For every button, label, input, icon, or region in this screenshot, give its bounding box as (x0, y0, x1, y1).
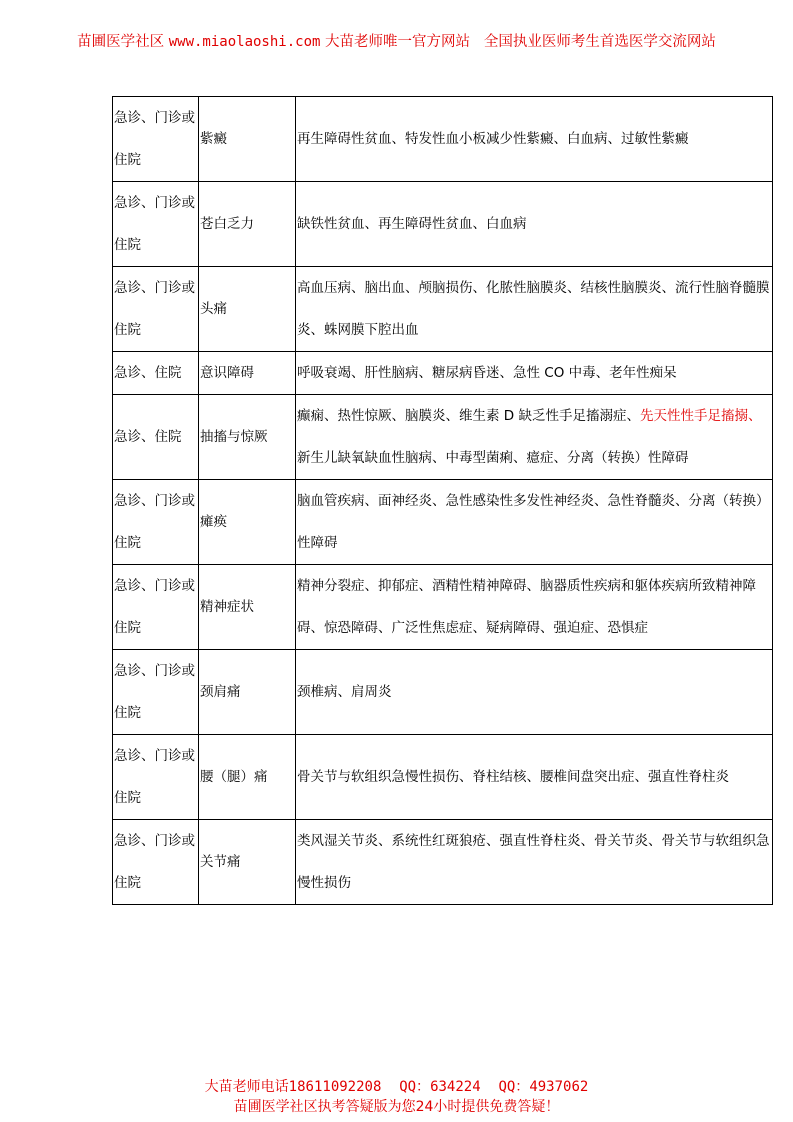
qq2-label: QQ： (498, 1079, 530, 1095)
conditions-text (296, 203, 772, 245)
table-row (113, 352, 773, 395)
symptom-cell (199, 650, 296, 735)
symptom-text: 意识障碍 (200, 365, 254, 381)
table-row (113, 395, 773, 480)
conditions-main: 类风湿关节炎、系统性红斑狼疮、强直性脊柱炎、骨关节炎、骨关节与软组织急慢性损伤 (297, 833, 770, 891)
symptom-text: 头痛 (200, 301, 227, 317)
conditions-main: 颈椎病、肩周炎 (297, 684, 392, 700)
official-site-label: 大苗老师唯一官方网站 (325, 34, 471, 50)
table-row (113, 650, 773, 735)
setting-cell (113, 735, 199, 820)
setting-cell (113, 97, 199, 182)
conditions-cell (296, 480, 773, 565)
symptom-text: 关节痛 (200, 854, 241, 870)
conditions-main: 呼吸衰竭、肝性脑病、糖尿病昏迷、急性 CO 中毒、老年性痴呆 (297, 365, 677, 381)
site-url-link[interactable]: www.miaolaoshi.com (168, 34, 321, 50)
site-slogan: 全国执业医师考生首选医学交流网站 (483, 34, 716, 50)
symptom-text: 瘫痪 (200, 514, 227, 530)
conditions-main: 脑血管疾病、面神经炎、急性感染性多发性神经炎、急性脊髓炎、分离（转换）性障碍 (297, 493, 770, 551)
conditions-text (296, 820, 772, 904)
setting-text: 急诊、门诊或住院 (114, 280, 195, 338)
conditions-cell (296, 650, 773, 735)
setting-text: 急诊、门诊或住院 (114, 578, 195, 636)
setting-cell (113, 480, 199, 565)
table-row (113, 182, 773, 267)
conditions-main: 精神分裂症、抑郁症、酒精性精神障碍、脑器质性疾病和躯体疾病所致精神障碍、惊恐障碍、广泛性焦虑症、疑病障碍、强迫症、恐惧症 (297, 578, 756, 636)
symptom-cell (199, 820, 296, 905)
header-banner (0, 30, 793, 51)
setting-text: 急诊、门诊或住院 (114, 663, 195, 721)
setting-text: 急诊、住院 (114, 429, 182, 445)
footer (0, 1077, 793, 1117)
conditions-text (296, 118, 772, 160)
conditions-text (296, 756, 772, 798)
symptom-text: 紫癜 (200, 131, 227, 147)
symptom-cell (199, 182, 296, 267)
table-row (113, 480, 773, 565)
setting-text: 急诊、门诊或住院 (114, 748, 195, 806)
table-row (113, 820, 773, 905)
qq2-number: 4937062 (529, 1079, 589, 1095)
symptom-text: 精神症状 (200, 599, 254, 615)
footer-contact-line (0, 1077, 793, 1097)
setting-text: 急诊、门诊或住院 (114, 833, 195, 891)
conditions-cell (296, 97, 773, 182)
qq1-number: 634224 (430, 1079, 481, 1095)
conditions-cell (296, 352, 773, 395)
conditions-text (296, 480, 772, 564)
conditions-text (296, 395, 772, 479)
conditions-text (296, 352, 772, 394)
phone-label: 大苗老师电话 (204, 1079, 289, 1095)
conditions-text (296, 671, 772, 713)
table-row (113, 267, 773, 352)
site-name: 苗圃医学社区 (77, 34, 165, 50)
symptom-cell (199, 97, 296, 182)
symptom-cell (199, 480, 296, 565)
table-row (113, 565, 773, 650)
setting-text: 急诊、住院 (114, 365, 182, 381)
table-row (113, 97, 773, 182)
conditions-cell (296, 820, 773, 905)
conditions-text (296, 565, 772, 649)
conditions-cell (296, 735, 773, 820)
setting-cell (113, 352, 199, 395)
conditions-tail: 新生儿缺氧缺血性脑病、中毒型菌痢、癔症、分离（转换）性障碍 (297, 450, 689, 466)
setting-cell (113, 565, 199, 650)
setting-text: 急诊、门诊或住院 (114, 110, 195, 168)
symptom-text: 颈肩痛 (200, 684, 241, 700)
symptom-text: 腰（腿）痛 (200, 769, 268, 785)
setting-cell (113, 395, 199, 480)
symptom-table (112, 96, 773, 905)
setting-text: 急诊、门诊或住院 (114, 195, 195, 253)
symptom-cell (199, 565, 296, 650)
symptom-text: 抽搐与惊厥 (200, 429, 268, 445)
conditions-main: 再生障碍性贫血、特发性血小板减少性紫癜、白血病、过敏性紫癜 (297, 131, 689, 147)
setting-text: 急诊、门诊或住院 (114, 493, 195, 551)
conditions-highlight: 先天性性手足搐搦、 (639, 408, 762, 424)
setting-cell (113, 820, 199, 905)
conditions-main: 缺铁性贫血、再生障碍性贫血、白血病 (297, 216, 527, 232)
conditions-main: 癫痫、热性惊厥、脑膜炎、维生素 D 缺乏性手足搐溺症、 (297, 408, 640, 424)
conditions-main: 骨关节与软组织急慢性损伤、脊柱结核、腰椎间盘突出症、强直性脊柱炎 (297, 769, 729, 785)
footer-notice: 苗圃医学社区执考答疑版为您24小时提供免费答疑！ (233, 1099, 560, 1115)
setting-cell (113, 650, 199, 735)
symptom-cell (199, 395, 296, 480)
setting-cell (113, 267, 199, 352)
symptom-cell (199, 735, 296, 820)
qq1-label: QQ： (399, 1079, 431, 1095)
conditions-text (296, 267, 772, 351)
conditions-cell (296, 395, 773, 480)
symptom-cell (199, 267, 296, 352)
setting-cell (113, 182, 199, 267)
conditions-cell (296, 182, 773, 267)
conditions-cell (296, 565, 773, 650)
conditions-main: 高血压病、脑出血、颅脑损伤、化脓性脑膜炎、结核性脑膜炎、流行性脑脊髓膜炎、蛛网膜下腔出血 (297, 280, 770, 338)
symptom-cell (199, 352, 296, 395)
phone-number: 18611092208 (288, 1079, 382, 1095)
table-row (113, 735, 773, 820)
symptom-text: 苍白乏力 (200, 216, 254, 232)
conditions-cell (296, 267, 773, 352)
